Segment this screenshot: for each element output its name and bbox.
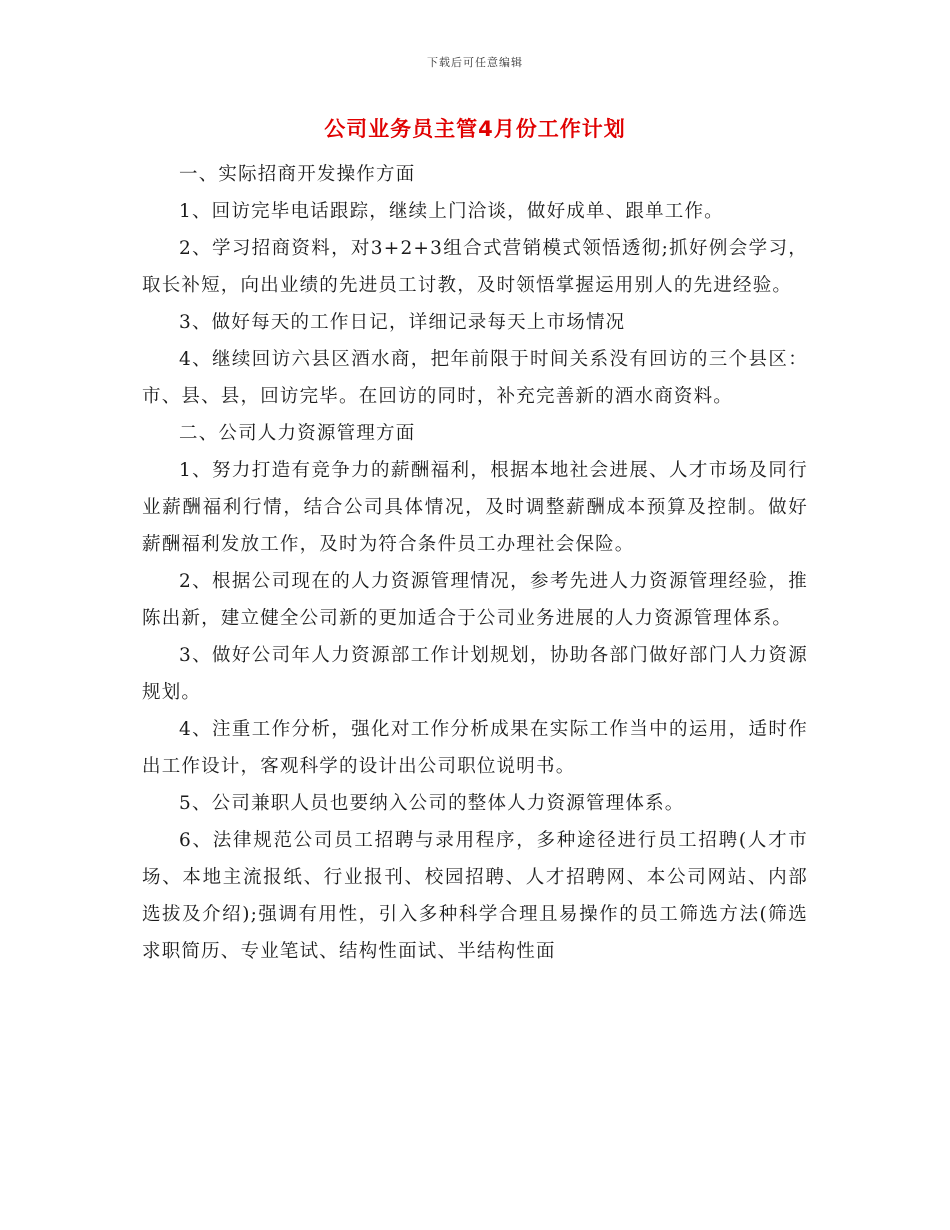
section-heading-1: 一、实际招商开发操作方面 [179, 164, 416, 185]
paragraph: 1、努力打造有竞争力的薪酬福利，根据本地社会进展、人才市场及同行业薪酬福利行情，结合公司具体情况，及时调整薪酬成本预算及控制。做好薪酬福利发放工作，及时为符合条件员工办理社会保险。 [142, 460, 808, 555]
paragraph: 2、学习招商资料，对3+2+3组合式营销模式领悟透彻;抓好例会学习，取长补短，向出业绩的先进员工讨教，及时领悟掌握运用别人的先进经验。 [142, 238, 808, 296]
document-body [142, 156, 808, 970]
header-note: 下载后可任意编辑 [427, 56, 523, 69]
paragraph: 1、回访完毕电话跟踪，继续上门洽谈，做好成单、跟单工作。 [179, 201, 724, 222]
paragraph: 3、做好每天的工作日记，详细记录每天上市场情况 [179, 312, 626, 333]
paragraph: 3、做好公司年人力资源部工作计划规划，协助各部门做好部门人力资源规划。 [142, 645, 808, 703]
paragraph: 5、公司兼职人员也要纳入公司的整体人力资源管理体系。 [179, 793, 685, 814]
section-heading-2: 二、公司人力资源管理方面 [179, 423, 416, 444]
paragraph: 2、根据公司现在的人力资源管理情况，参考先进人力资源管理经验，推陈出新，建立健全公司新的更加适合于公司业务进展的人力资源管理体系。 [142, 571, 808, 629]
paragraph: 6、法律规范公司员工招聘与录用程序，多种途径进行员工招聘(人才市场、本地主流报纸、行业报刊、校园招聘、人才招聘网、本公司网站、内部选拔及介绍);强调有用性，引入多种科学合理且易操作的员工筛选方法(筛选求职简历、专业笔试、结构性面试、半结构性面 [142, 830, 808, 962]
document-title: 公司业务员主管4月份工作计划 [324, 117, 626, 141]
paragraph: 4、继续回访六县区酒水商，把年前限于时间关系没有回访的三个县区：市、县、县，回访完毕。在回访的同时，补充完善新的酒水商资料。 [142, 349, 808, 407]
paragraph: 4、注重工作分析，强化对工作分析成果在实际工作当中的运用，适时作出工作设计，客观科学的设计出公司职位说明书。 [142, 719, 808, 777]
